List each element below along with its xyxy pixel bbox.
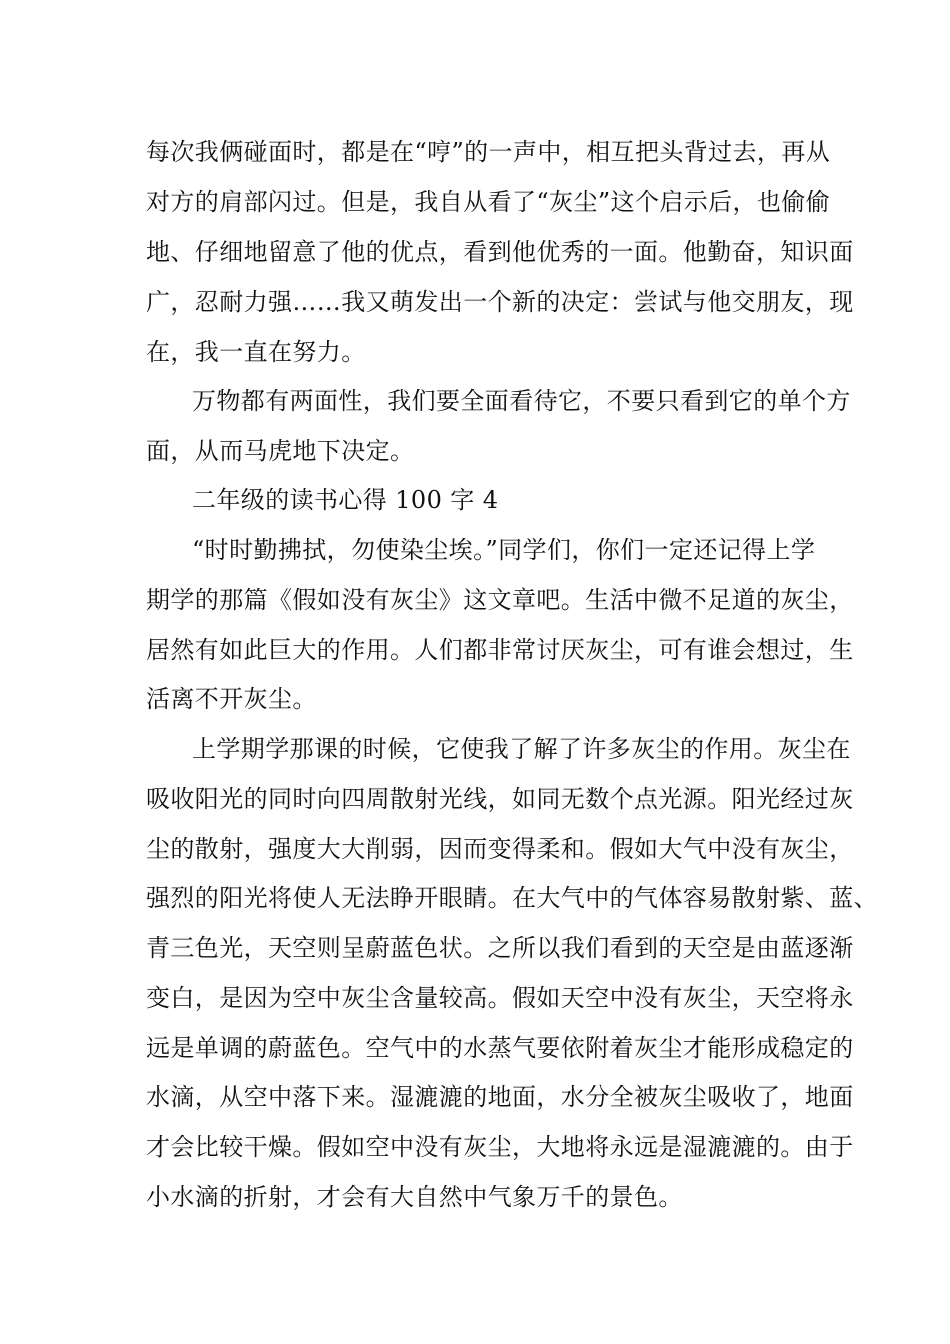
text-line: 居然有如此巨大的作用。人们都非常讨厌灰尘，可有谁会想过，生 (146, 636, 854, 664)
text-line: 广，忍耐力强……我又萌发出一个新的决定：尝试与他交朋友，现 (146, 288, 854, 316)
text-line: 吸收阳光的同时向四周散射光线，如同无数个点光源。阳光经过灰 (146, 785, 854, 813)
text-line: 地、仔细地留意了他的优点，看到他优秀的一面。他勤奋，知识面 (146, 238, 854, 266)
text-line: 万物都有两面性，我们要全面看待它，不要只看到它的单个方 (192, 387, 851, 415)
text-line: 在，我一直在努力。 (146, 338, 366, 366)
text-line: 尘的散射，强度大大削弱，因而变得柔和。假如大气中没有灰尘， (146, 835, 854, 863)
text-line: 上学期学那课的时候，它使我了解了许多灰尘的作用。灰尘在 (192, 735, 851, 763)
text-line: 远是单调的蔚蓝色。空气中的水蒸气要依附着灰尘才能形成稳定的 (146, 1034, 854, 1062)
text-line: 青三色光，天空则呈蔚蓝色状。之所以我们看到的天空是由蓝逐渐 (146, 934, 854, 962)
text-line: 活离不开灰尘。 (146, 685, 317, 713)
text-line: 对方的肩部闪过。但是，我自从看了“灰尘”这个启示后，也偷偷 (146, 188, 831, 216)
text-line: 期学的那篇《假如没有灰尘》这文章吧。生活中微不足道的灰尘， (146, 586, 854, 614)
text-line: 小水滴的折射，才会有大自然中气象万千的景色。 (146, 1183, 683, 1211)
text-line: 才会比较干燥。假如空中没有灰尘，大地将永远是湿漉漉的。由于 (146, 1133, 854, 1161)
text-line: 面，从而马虎地下决定。 (146, 437, 415, 465)
text-line: 强烈的阳光将使人无法睁开眼睛。在大气中的气体容易散射紫、蓝、 (146, 884, 878, 912)
text-line: 变白，是因为空中灰尘含量较高。假如天空中没有灰尘，天空将永 (146, 984, 854, 1012)
text-line: 水滴，从空中落下来。湿漉漉的地面，水分全被灰尘吸收了，地面 (146, 1083, 854, 1111)
text-line: “时时勤拂拭，勿使染尘埃。”同学们，你们一定还记得上学 (192, 536, 816, 564)
text-line: 每次我俩碰面时，都是在“哼”的一声中，相互把头背过去，再从 (146, 138, 831, 166)
section-heading: 二年级的读书心得 100 字 4 (192, 486, 499, 514)
